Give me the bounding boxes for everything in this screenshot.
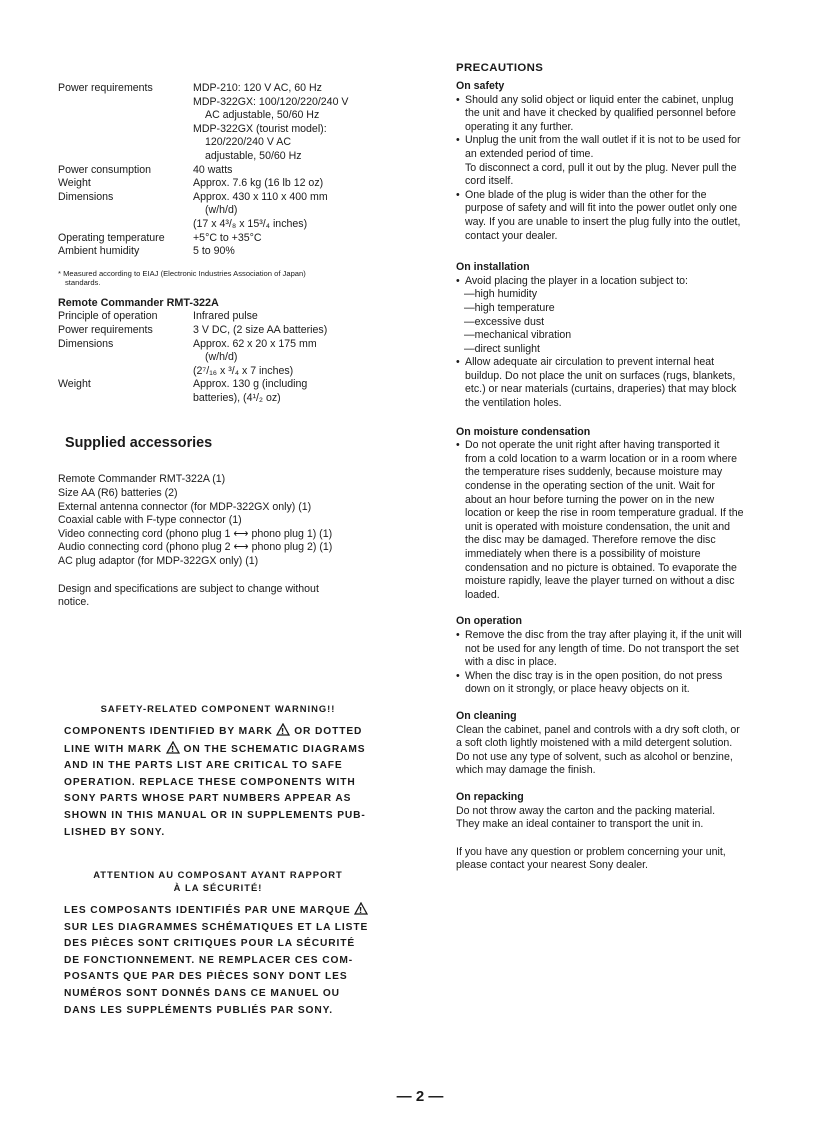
list-item: Coaxial cable with F-type connector (1) — [58, 514, 242, 527]
warning-body: COMPONENTS IDENTIFIED BY MARK ! OR DOTTED LINE WITH MARK ! ON THE SCHEMATIC DIAGRAMS AND IN THE PARTS LIST ARE CRITICAL TO SAFE OPERATION. REPLACE THESE COMPONENTS WITH SONY PARTS WHOSE PART NUMBERS APPEAR AS SHOWN IN THIS MANUAL OR IN SUPPLEMENTS PUB- LISHED BY SONY. — [64, 723, 372, 841]
list-item: • When the disc tray is in the open position, do not press down on it strongly, or place heavy objects on it. — [456, 670, 776, 697]
repacking-heading: On repacking — [456, 790, 524, 803]
spec-power-requirements: Power requirements MDP-210: 120 V AC, 60 Hz MDP-322GX: 100/120/220/240 V AC adjustable, 50/60 Hz MDP-322GX (tourist model): 120/220/240 V AC adjustable, 50/60 Hz — [58, 82, 349, 162]
list-item: External antenna connector (for MDP-322GX only) (1) — [58, 500, 312, 513]
remote-spec-weight: Weight Approx. 130 g (including batteries), (4¹/₂ oz) — [58, 378, 308, 404]
cleaning-heading: On cleaning — [456, 709, 517, 722]
safety-section — [456, 94, 776, 244]
spec-operating-temperature: Operating temperature +5°C to +35°C — [58, 231, 262, 244]
remote-spec-principle: Principle of operation Infrared pulse — [58, 310, 258, 323]
list-item: • One blade of the plug is wider than the other for the purpose of safety and will fit into the power outlet only one way. If you are unable to insert the plug fully into the outlet, contact your dealer. — [456, 189, 776, 243]
eiaj-footnote: * Measured according to EIAJ (Electronic Industries Association of Japan) standards. — [58, 268, 306, 287]
operation-section — [456, 629, 776, 697]
spec-weight: Weight Approx. 7.6 kg (16 lb 12 oz) — [58, 177, 324, 190]
list-item: AC plug adaptor (for MDP-322GX only) (1) — [58, 555, 259, 568]
safety-warning-french — [64, 868, 372, 1019]
list-item: • Should any solid object or liquid enter the cabinet, unplug the unit and have it checked by qualified personnel before operating it any further. — [456, 94, 776, 135]
accessories-list — [58, 473, 388, 568]
list-item: Remote Commander RMT-322A (1) — [58, 473, 226, 486]
precautions-title: PRECAUTIONS — [456, 62, 544, 74]
list-item: Video connecting cord (phono plug 1 ⟷ phono plug 1) (1) — [58, 527, 333, 540]
specifications-column — [58, 82, 388, 610]
operation-heading: On operation — [456, 615, 522, 628]
moisture-heading: On moisture condensation — [456, 425, 591, 438]
closing-note: If you have any question or problem concerning your unit, please contact your nearest Sony dealer. — [456, 845, 726, 872]
design-note: Design and specifications are subject to change without notice. — [58, 582, 319, 609]
svg-text:!: ! — [359, 906, 364, 915]
repacking-section: Do not throw away the carton and the packing material. They make an ideal container to transport the unit in. — [456, 804, 716, 831]
remote-spec-power: Power requirements 3 V DC, (2 size AA batteries) — [58, 323, 328, 336]
accessories-title: Supplied accessories — [65, 435, 213, 452]
installation-section: • Avoid placing the player in a location subject to: —high humidity —high temperature —excessive dust —mechanical vibration —direct sunlight • Allow adequate air circulation to prevent internal heat buildup. Do not place the unit on surfaces (rugs, blankets, etc.) or near materials (curtains, draperies) that may block the ventilation holes. — [456, 275, 776, 411]
list-item: Audio connecting cord (phono plug 2 ⟷ phono plug 2) (1) — [58, 541, 333, 554]
list-item: • Remove the disc from the tray after playing it, if the unit will not be used for any length of time. Do not transport the set with a disc in place. — [456, 629, 776, 670]
safety-heading: On safety — [456, 80, 505, 92]
caution-triangle-icon — [276, 723, 290, 736]
list-item: • Allow adequate air circulation to prevent internal heat buildup. Do not place the unit on surfaces (rugs, blankets, etc.) or near materials (curtains, draperies) that may block the ventilation holes. — [456, 356, 776, 410]
precautions-column — [456, 62, 776, 873]
spec-power-consumption: Power consumption 40 watts — [58, 163, 233, 176]
page-number: — 2 — — [396, 1088, 444, 1105]
spec-dimensions: Dimensions Approx. 430 x 110 x 400 mm (w/h/d) (17 x 4³/₈ x 15³/₄ inches) — [58, 190, 328, 230]
main-specs — [58, 82, 388, 259]
remote-spec-dimensions: Dimensions Approx. 62 x 20 x 175 mm (w/h/d) (2⁷/₁₆ x ³/₄ x 7 inches) — [58, 337, 317, 377]
caution-triangle-icon — [166, 741, 180, 754]
list-item: • Do not operate the unit right after having transported it from a cold location to a warm location or in a room where the temperature rises suddenly, because moisture may condense in the operating section of the unit. Wait for about an hour before turning the power on in the new location or keep the rise in room temperature gradual. If the unit is operated with moisture condensation, the unit and the disc may be damaged. Therefore remove the disc immediately when there is a possibility of moisture condensation and no picture is obtained. To evaporate the moisture rapidly, leave the player turned on without a disc loaded. — [456, 439, 776, 602]
svg-text:!: ! — [281, 727, 286, 736]
svg-text:!: ! — [170, 744, 176, 754]
list-item: • Avoid placing the player in a location subject to: — [456, 275, 776, 289]
warning-body-fr: LES COMPOSANTS IDENTIFIÉS PAR UNE MARQUE ! SUR LES DIAGRAMMES SCHÉMATIQUES ET LA LISTE DES PIÈCES SONT CRITIQUES POUR LA SÉCURITÉ DE FONCTIONNEMENT. NE REMPLACER CES COM- POSANTS QUE PAR DES PIÈCES SONY DONT LES NUMÉROS SONT DONNÉS DANS CE MANUEL OU DANS LES SUPPLÉMENTS PUBLIÉS PAR SONY. — [64, 902, 372, 1019]
remote-heading: Remote Commander RMT-322A — [58, 296, 219, 309]
installation-heading: On installation — [456, 261, 530, 274]
warning-title-fr: ATTENTION AU COMPOSANT AYANT RAPPORT À LA SÉCURITÉ! — [93, 869, 343, 893]
spec-ambient-humidity: Ambient humidity 5 to 90% — [58, 245, 235, 258]
list-item: Size AA (R6) batteries (2) — [58, 487, 178, 500]
moisture-section — [456, 439, 776, 602]
remote-specs — [58, 310, 388, 405]
safety-warning-english — [64, 702, 372, 841]
cleaning-section: Clean the cabinet, panel and controls with a dry soft cloth, or a soft cloth lightly moistened with a mild detergent solution. Do not use any type of solvent, such as alcohol or benzine, which may damage the finish. — [456, 723, 740, 777]
caution-triangle-icon — [354, 902, 368, 915]
warning-title: SAFETY-RELATED COMPONENT WARNING!! — [100, 703, 336, 714]
list-item: • Unplug the unit from the wall outlet if it is not to be used for an extended period of time. To disconnect a cord, pull it out by the plug. Never pull the cord itself. — [456, 134, 776, 188]
